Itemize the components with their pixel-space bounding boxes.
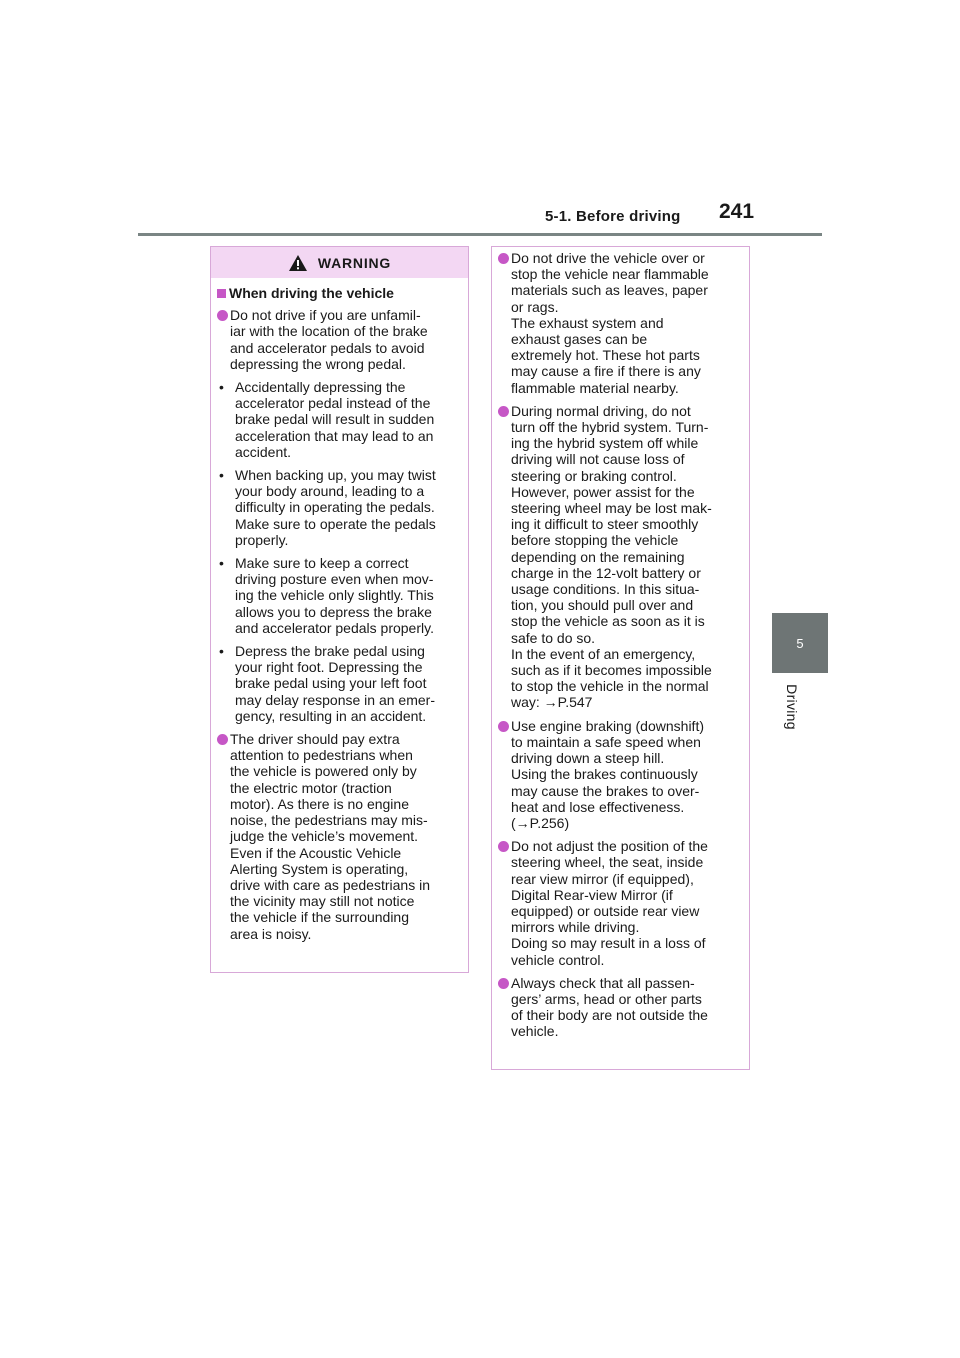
warning-triangle-icon [288, 254, 308, 272]
chapter-number: 5 [796, 635, 804, 651]
list-item [498, 250, 749, 396]
list-item-text: Depress the brake pedal using your right foot. Depressing the brake pedal using your left foot may delay response in an emer- gency, resulting in an accident. [235, 643, 435, 724]
right-item-list [498, 250, 749, 1040]
list-item [498, 975, 749, 1040]
list-item-text: Use engine braking (downshift) to maintain a safe speed when driving down a steep hill. Using the brakes continuously may cause the brakes to over- heat and lose effectiveness. (→P.256) [511, 717, 704, 831]
list-item-text: Accidentally depressing the accelerator pedal instead of the brake pedal will result in sudden acceleration that may lead to an accident. [235, 379, 435, 460]
circle-bullet-icon [498, 721, 509, 732]
list-item [498, 403, 749, 711]
bullet-marker: • [219, 379, 224, 396]
chapter-tab[interactable] [772, 613, 828, 673]
section-title: 5-1. Before driving [545, 208, 681, 225]
circle-bullet-icon [217, 734, 228, 745]
list-item [217, 379, 468, 460]
warning-content-right [492, 247, 749, 1040]
warning-header [211, 247, 468, 278]
subheading [217, 285, 468, 301]
list-item-text: Always check that all passen- gers’ arms, head or other parts of their body are not outside the vehicle. [511, 974, 708, 1040]
list-item [217, 555, 468, 636]
circle-bullet-icon [217, 310, 228, 321]
page-number: 241 [719, 200, 755, 223]
circle-bullet-icon [498, 978, 509, 989]
warning-box-left [210, 246, 469, 973]
list-item-text: Make sure to keep a correct driving posture even when mov- ing the vehicle only slightly. This allows you to depress the brake and accelerator pedals properly. [235, 555, 434, 636]
list-item-text: During normal driving, do not turn off the hybrid system. Turn- ing the hybrid system off while driving will not cause loss of steering or braking control. However, power assist for the steering wheel may be lost mak- ing it difficult to steer smoothly before stopping the vehicle depending on the remaining charge in the 12-volt battery or usage conditions. In this situa- tion, you should pull over and stop the vehicle as soon as it is safe to do so. In the event of an emergency, such as if it becomes impossible to stop the vehicle in the normal way: →P.547 [511, 402, 712, 711]
circle-bullet-icon [498, 841, 509, 852]
list-item [217, 731, 468, 942]
bullet-marker: • [219, 467, 224, 484]
chapter-label: Driving [784, 684, 800, 730]
warning-box-right [491, 246, 750, 1070]
list-item [217, 307, 468, 372]
list-item [498, 838, 749, 968]
square-marker-icon [217, 289, 226, 298]
warning-content-left [211, 278, 468, 942]
list-item-text: The driver should pay extra attention to pedestrians when the vehicle is powered only by the electric motor (traction motor). As there is no engine noise, the pedestrians may mis- judge the vehicle’s movement. Even if the Acoustic Vehicle Alerting System is operating, drive with care as pedestrians in the vicinity may still not notice the vehicle if the surrounding area is noisy. [230, 731, 430, 942]
list-item [217, 467, 468, 548]
list-item-text: Do not adjust the position of the steering wheel, the seat, inside rear view mirror (if equipped), Digital Rear-view Mirror (if equipped) or outside rear view mirrors while driving. Doing so may result in a loss of vehicle control. [511, 838, 708, 968]
list-item [498, 718, 749, 831]
subheading-text: When driving the vehicle [229, 285, 394, 301]
list-item [217, 643, 468, 724]
list-item-text: Do not drive the vehicle over or stop the vehicle near flammable materials such as leaves, paper or rags. The exhaust system and exhaust gases can be extremely hot. These hot parts may cause a fire if there is any flammable material nearby. [511, 250, 709, 396]
bullet-marker: • [219, 555, 224, 572]
list-item-text: When backing up, you may twist your body around, leading to a difficulty in operating the pedals. Make sure to operate the pedals properly. [235, 467, 436, 548]
warning-title: WARNING [317, 254, 392, 271]
circle-bullet-icon [498, 253, 509, 264]
left-item-list [217, 307, 468, 942]
list-item-text: Do not drive if you are unfamil- iar with the location of the brake and accelerator pedals to avoid depressing the wrong pedal. [230, 307, 428, 372]
bullet-marker: • [219, 643, 224, 660]
header-rule [138, 233, 822, 236]
circle-bullet-icon [498, 406, 509, 417]
